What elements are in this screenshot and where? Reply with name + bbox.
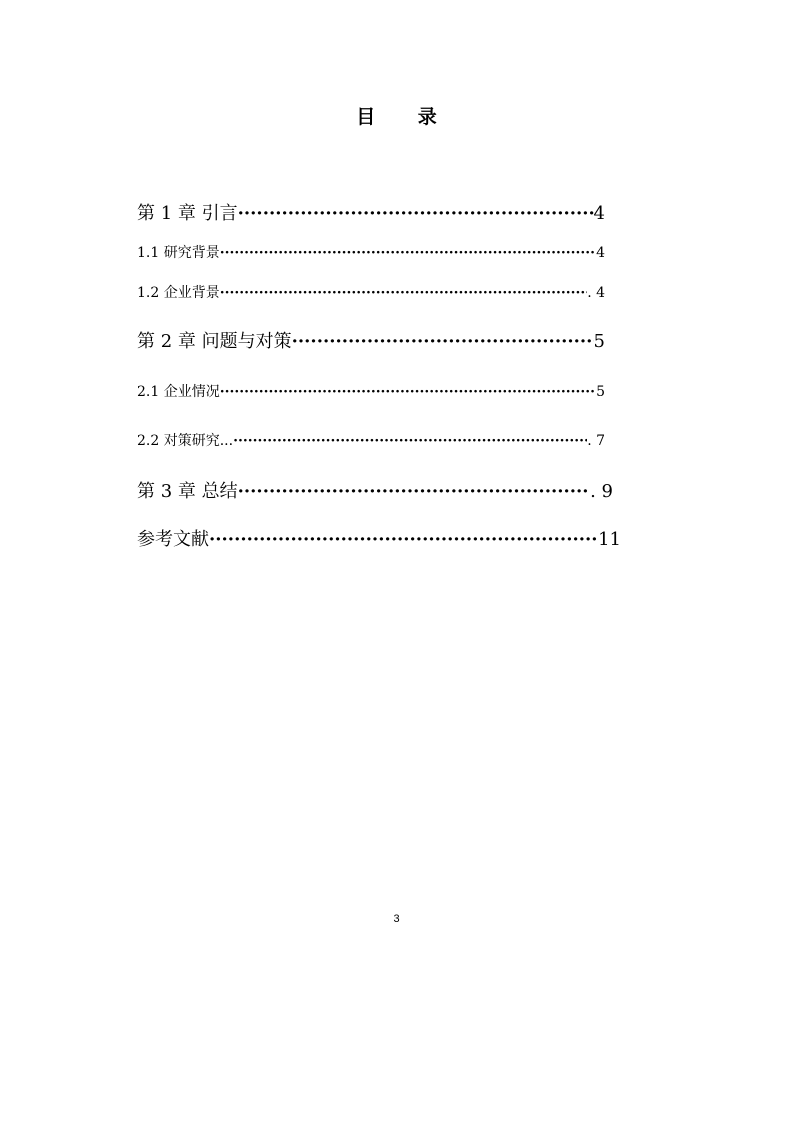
toc-entry-chapter-2[interactable] — [137, 327, 605, 353]
toc-dot-leader — [292, 331, 594, 352]
toc-dot-leader — [220, 384, 596, 400]
toc-entry-label: 第 1 章 引言 — [137, 203, 238, 224]
toc-entry-label: 第 3 章 总结 — [137, 481, 238, 502]
toc-entry-section-1-2[interactable] — [137, 282, 605, 302]
toc-entry-chapter-3[interactable] — [137, 477, 613, 503]
page-title: 目 录 — [356, 106, 455, 128]
toc-entry-page: 5 — [593, 331, 605, 352]
toc-entry-label: 1.2 企业背景 — [137, 285, 220, 301]
toc-entry-page: 4 — [596, 245, 605, 261]
toc-entry-section-2-2[interactable] — [137, 430, 605, 450]
toc-entry-page: . 4 — [587, 285, 605, 301]
toc-entry-references[interactable] — [137, 525, 621, 551]
toc-dot-leader — [220, 245, 596, 261]
toc-entry-page: 4 — [593, 203, 605, 224]
toc-entry-page: . 7 — [587, 433, 605, 449]
toc-entry-chapter-1[interactable] — [137, 199, 605, 225]
toc-dot-leader — [209, 529, 598, 550]
toc-entry-label: 参考文献 — [137, 529, 209, 550]
toc-dot-leader — [238, 203, 594, 224]
toc-entry-section-1-1[interactable] — [137, 242, 605, 262]
toc-dot-leader — [233, 433, 587, 449]
page-number: 3 — [393, 913, 400, 925]
toc-entry-label: 1.1 研究背景 — [137, 245, 220, 261]
toc-entry-section-2-1[interactable] — [137, 381, 605, 401]
toc-entry-label: 第 2 章 问题与对策 — [137, 331, 292, 352]
toc-entry-page: 11 — [598, 529, 621, 550]
toc-entry-page: 5 — [596, 384, 605, 400]
toc-entry-label: 2.2 对策研究... — [137, 433, 234, 449]
toc-entry-label: 2.1 企业情况 — [137, 384, 220, 400]
toc-dot-leader — [238, 481, 590, 502]
toc-dot-leader — [220, 285, 587, 301]
toc-entry-page: . 9 — [590, 481, 613, 502]
